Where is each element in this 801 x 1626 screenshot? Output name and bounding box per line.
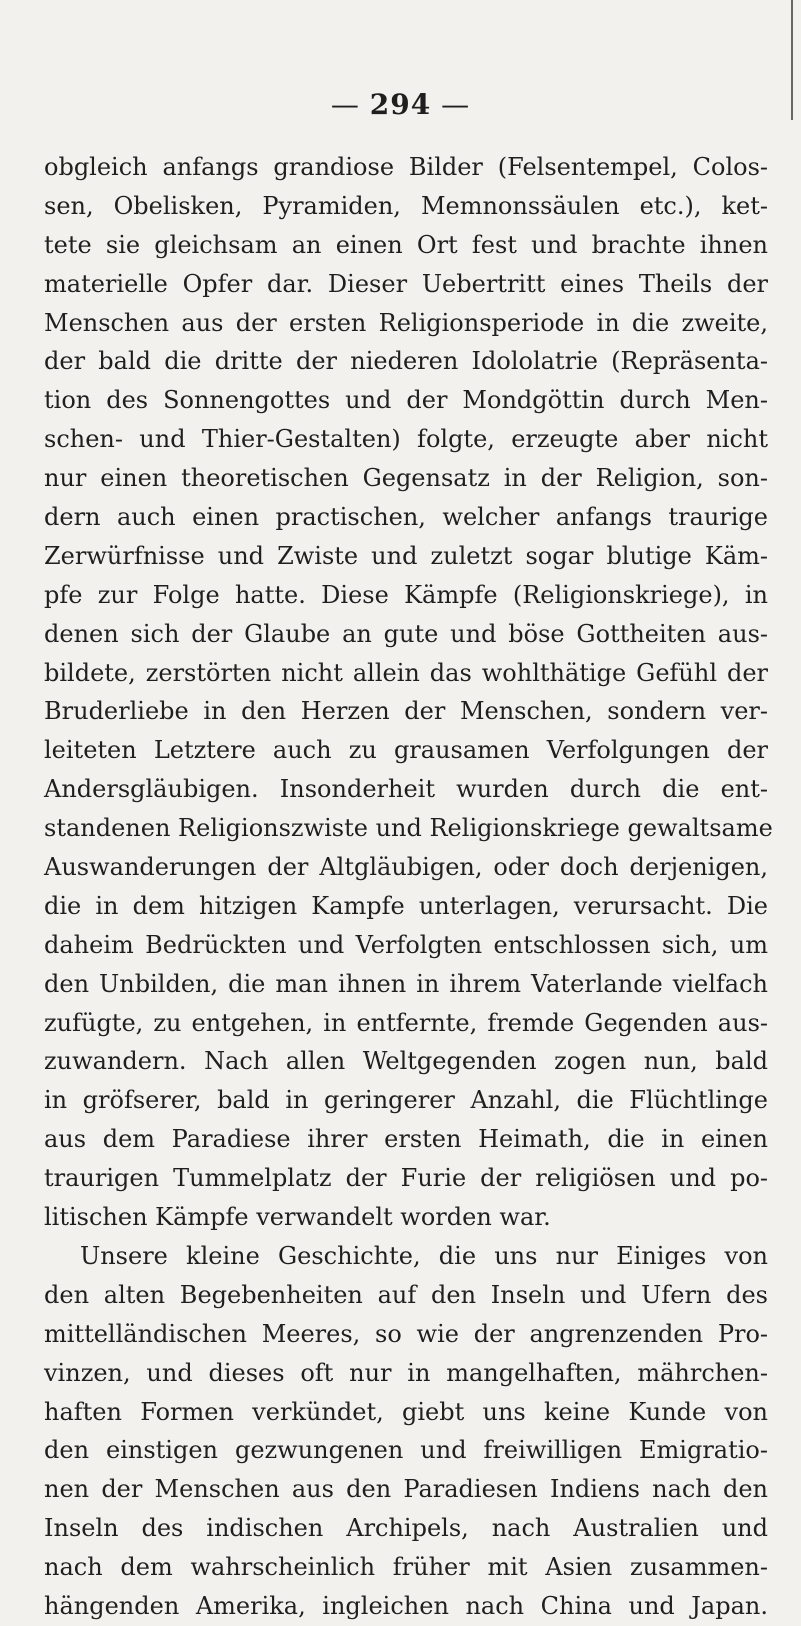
text-line: standenen Religionszwiste und Religionskriege gewaltsame: [44, 814, 773, 843]
text-line: bildete, zerstörten nicht allein das wohlthätige Gefühl der: [44, 658, 768, 687]
text-line: Menschen aus der ersten Religionsperiode in die zweite,: [44, 308, 768, 337]
text-line: litischen Kämpfe verwandelt worden war.: [44, 1203, 551, 1232]
text-line: zuwandern. Nach allen Weltgegenden zogen nun, bald: [44, 1047, 768, 1076]
text-line: die in dem hitzigen Kampfe unterlagen, verursacht. Die: [44, 891, 768, 920]
text-line: nur einen theoretischen Gegensatz in der Religion, son-: [44, 464, 768, 493]
text-line: nen der Menschen aus den Paradiesen Indiens nach den: [44, 1475, 768, 1504]
text-line: schen- und Thier-Gestalten) folgte, erzeugte aber nicht: [44, 425, 768, 454]
text-line: denen sich der Glaube an gute und böse Gottheiten aus-: [44, 619, 768, 648]
text-line: Andersgläubigen. Insonderheit wurden durch die ent-: [44, 775, 768, 804]
text-line: traurigen Tummelplatz der Furie der religiösen und po-: [44, 1164, 768, 1193]
header-left-dash: —: [330, 88, 360, 121]
text-line: zufügte, zu entgehen, in entfernte, fremde Gegenden aus-: [44, 1008, 768, 1037]
text-line: daheim Bedrückten und Verfolgten entschlossen sich, um: [44, 930, 768, 959]
text-line: dern auch einen practischen, welcher anfangs traurige: [44, 503, 768, 532]
text-line: den alten Begebenheiten auf den Inseln und Ufern des: [44, 1280, 768, 1309]
text-line: Unsere kleine Geschichte, die uns nur Einiges von: [80, 1241, 768, 1270]
text-line: pfe zur Folge hatte. Diese Kämpfe (Religionskriege), in: [44, 580, 768, 609]
text-line: in gröfserer, bald in geringerer Anzahl, die Flüchtlinge: [44, 1086, 768, 1115]
page-number: 294: [369, 88, 432, 121]
text-line: tion des Sonnengottes und der Mondgöttin durch Men-: [44, 386, 768, 415]
text-line: Auswanderungen der Altgläubigen, oder doch derjenigen,: [44, 853, 768, 882]
text-line: der bald die dritte der niederen Idololatrie (Repräsenta-: [44, 347, 768, 376]
text-line: leiteten Letztere auch zu grausamen Verfolgungen der: [44, 736, 768, 765]
text-line: hängenden Amerika, ingleichen nach China und Japan.: [44, 1591, 768, 1620]
text-line: den einstigen gezwungenen und freiwilligen Emigratio-: [44, 1436, 768, 1465]
text-line: sen, Obelisken, Pyramiden, Memnonssäulen etc.), ket-: [44, 191, 768, 220]
text-line: aus dem Paradiese ihrer ersten Heimath, die in einen: [44, 1125, 768, 1154]
text-line: haften Formen verkündet, giebt uns keine Kunde von: [44, 1397, 768, 1426]
text-line: vinzen, und dieses oft nur in mangelhaften, mährchen-: [44, 1358, 768, 1387]
text-line: mittelländischen Meeres, so wie der angrenzenden Pro-: [44, 1319, 768, 1348]
text-line: tete sie gleichsam an einen Ort fest und brachte ihnen: [44, 230, 768, 259]
text-line: Bruderliebe in den Herzen der Menschen, sondern ver-: [44, 697, 768, 726]
page-header: [0, 88, 801, 121]
text-line: nach dem wahrscheinlich früher mit Asien zusammen-: [44, 1553, 768, 1582]
text-line: Zerwürfnisse und Zwiste und zuletzt sogar blutige Käm-: [44, 541, 768, 570]
text-line: Inseln des indischen Archipels, nach Australien und: [44, 1514, 768, 1543]
text-line: materielle Opfer dar. Dieser Uebertritt eines Theils der: [44, 269, 768, 298]
body-text: [44, 148, 773, 1626]
text-line: obgleich anfangs grandiose Bilder (Felsentempel, Colos-: [44, 153, 768, 181]
header-right-dash: —: [441, 88, 471, 121]
text-line: den Unbilden, die man ihnen in ihrem Vaterlande vielfach: [44, 969, 768, 998]
